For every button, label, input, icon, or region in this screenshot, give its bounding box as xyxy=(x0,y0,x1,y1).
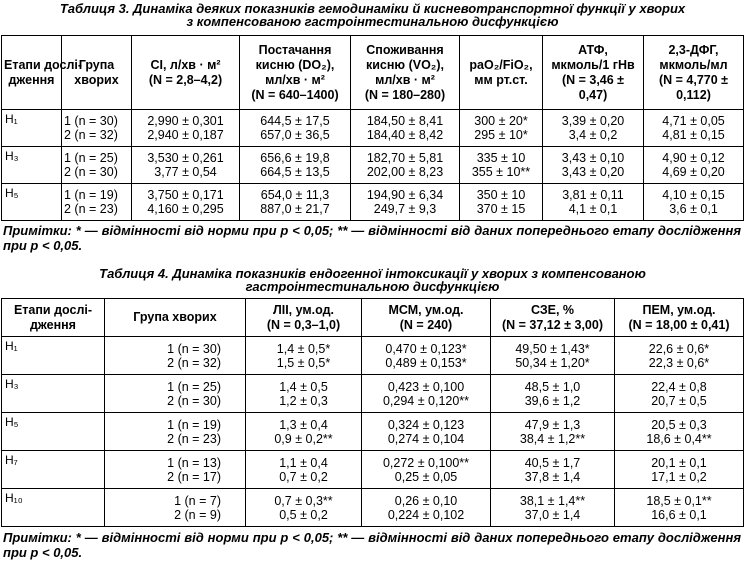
table-row xyxy=(2,375,744,413)
table3-caption-line1: Таблиця 3. Динаміка деяких показників гемодинаміки й кисневотранспортної функції у хворих xyxy=(59,1,686,16)
cell-line: 1 (n = 13) xyxy=(167,455,221,470)
cell-line: 40,5 ± 1,7 xyxy=(524,455,581,470)
table3-header-5 xyxy=(460,36,543,110)
cell-line: 17,1 ± 0,2 xyxy=(651,469,707,484)
header-line: (N = 0,3–1,0) xyxy=(266,317,341,332)
cell-line: 2 (n = 23) xyxy=(64,202,118,216)
table4-header-0 xyxy=(2,299,105,337)
cell-line: 0,423 ± 0,100 xyxy=(387,379,465,394)
group-cell xyxy=(105,413,246,451)
cell-line: 0,9 ± 0,2** xyxy=(274,431,333,446)
cell-line: 0,489 ± 0,153* xyxy=(385,355,467,370)
cell-line: 0,224 ± 0,102 xyxy=(387,507,465,522)
cell-line: 4,160 ± 0,295 xyxy=(147,202,224,216)
header-line: Етапи дослі- xyxy=(13,302,93,317)
header-line: Група xyxy=(78,57,115,72)
cell-line: 18,6 ± 0,4** xyxy=(646,431,712,446)
cell-line: 3,43 ± 0,20 xyxy=(561,165,625,179)
cell-line: 1,2 ± 0,3 xyxy=(279,393,328,408)
cell-line: 1,4 ± 0,5* xyxy=(276,341,331,356)
value-cell xyxy=(460,110,543,147)
stage-label: Н₁ xyxy=(2,337,105,375)
cell-line: 2,940 ± 0,187 xyxy=(147,128,224,142)
cell-line: 1,4 ± 0,5 xyxy=(279,379,328,394)
value-cell xyxy=(362,489,491,527)
stage-label: Н₁₀ xyxy=(2,489,105,527)
header-line: (N = 240) xyxy=(399,317,453,332)
header-line: (N = 2,8–4,2) xyxy=(148,72,223,87)
group-cell xyxy=(62,147,132,184)
cell-line: 1 (n = 30) xyxy=(64,114,118,128)
value-cell xyxy=(460,184,543,221)
value-cell xyxy=(644,110,744,147)
table4-note: Примітки: * — відмінності від норми при р < 0,05; ** — відмінності від даних попереднього етапу дослідження при р < 0,05. xyxy=(3,530,741,560)
value-cell xyxy=(543,110,644,147)
cell-line: 3,6 ± 0,1 xyxy=(669,202,718,216)
cell-line: 3,530 ± 0,261 xyxy=(147,151,224,165)
table-row xyxy=(2,413,744,451)
cell-line: 2 (n = 9) xyxy=(174,507,221,522)
header-line: кисню (VO₂), xyxy=(365,57,444,72)
table4-header-4 xyxy=(491,299,615,337)
cell-line: 194,90 ± 6,34 xyxy=(366,188,444,202)
value-cell xyxy=(362,451,491,489)
cell-line: 0,5 ± 0,2 xyxy=(279,507,328,522)
header-line: (N = 18,00 ± 0,41) xyxy=(628,317,730,332)
header-line: мл/хв · м² xyxy=(375,72,435,87)
cell-line: 39,6 ± 1,2 xyxy=(524,393,581,408)
value-cell xyxy=(246,489,362,527)
table4-header-5 xyxy=(615,299,744,337)
table4-caption xyxy=(0,267,745,293)
header-line: Постачання xyxy=(258,42,332,57)
value-cell xyxy=(362,413,491,451)
header-line: дження xyxy=(30,317,76,332)
value-cell xyxy=(246,413,362,451)
table4-header-2 xyxy=(246,299,362,337)
table-row xyxy=(2,147,744,184)
cell-line: 2 (n = 32) xyxy=(167,355,221,370)
cell-line: 0,26 ± 0,10 xyxy=(394,493,458,508)
cell-line: 300 ± 20* xyxy=(474,114,528,128)
cell-line: 4,1 ± 0,1 xyxy=(568,202,618,216)
cell-line: 2 (n = 32) xyxy=(64,128,118,142)
value-cell xyxy=(615,413,744,451)
cell-line: 1 (n = 19) xyxy=(64,188,118,202)
header-line: CI, л/хв · м² xyxy=(150,57,221,72)
cell-line: 18,5 ± 0,1** xyxy=(646,493,712,508)
cell-line: 20,1 ± 0,1 xyxy=(651,455,707,470)
header-line: МСМ, ум.од. xyxy=(388,302,464,317)
value-cell xyxy=(132,110,240,147)
group-cell xyxy=(105,451,246,489)
cell-line: 3,43 ± 0,10 xyxy=(561,151,625,165)
stage-label: Н₅ xyxy=(2,413,105,451)
table3-header-3 xyxy=(240,36,351,110)
table4-caption-line1: Таблиця 4. Динаміка показників ендогенної інтоксикації у хворих з компенсованою xyxy=(99,266,646,281)
stage-label: Н₇ xyxy=(2,451,105,489)
cell-line: 3,39 ± 0,20 xyxy=(561,114,625,128)
header-line: ПЕМ, ум.од. xyxy=(642,302,716,317)
header-line: Споживання xyxy=(366,42,444,57)
cell-line: 0,25 ± 0,05 xyxy=(394,469,458,484)
cell-line: 656,6 ± 19,8 xyxy=(260,151,330,165)
value-cell xyxy=(132,184,240,221)
cell-line: 20,5 ± 0,3 xyxy=(651,417,707,432)
table4 xyxy=(1,298,744,527)
cell-line: 3,4 ± 0,2 xyxy=(568,128,618,142)
header-line: мкмоль/мл xyxy=(659,57,728,72)
cell-line: 38,4 ± 1,2** xyxy=(519,431,586,446)
table4-header-3 xyxy=(362,299,491,337)
cell-line: 355 ± 10** xyxy=(471,165,531,179)
cell-line: 50,34 ± 1,20* xyxy=(515,355,590,370)
cell-line: 4,90 ± 0,12 xyxy=(662,151,725,165)
cell-line: 664,5 ± 13,5 xyxy=(260,165,330,179)
cell-line: 1 (n = 7) xyxy=(174,493,221,508)
table3-header-4 xyxy=(351,36,460,110)
header-line: мкмоль/1 гНв xyxy=(551,57,635,72)
cell-line: 22,3 ± 0,6* xyxy=(648,355,710,370)
header-line: (N = 640–1400) xyxy=(251,87,339,102)
cell-line: 49,50 ± 1,43* xyxy=(515,341,590,356)
cell-line: 3,750 ± 0,171 xyxy=(147,188,224,202)
table3-note: Примітки: * — відмінності від норми при р < 0,05; ** — відмінності від даних попереднього етапу дослідження при р < 0,05. xyxy=(3,223,741,253)
cell-line: 1,3 ± 0,4 xyxy=(279,417,328,432)
table-row xyxy=(2,337,744,375)
table3-header-1 xyxy=(62,36,132,110)
table-row xyxy=(2,184,744,221)
value-cell xyxy=(351,110,460,147)
cell-line: 1 (n = 19) xyxy=(167,417,221,432)
table3-caption xyxy=(0,2,745,28)
cell-line: 0,324 ± 0,123 xyxy=(387,417,465,432)
value-cell xyxy=(240,184,351,221)
cell-line: 350 ± 10 xyxy=(476,188,526,202)
value-cell xyxy=(644,147,744,184)
value-cell xyxy=(491,375,615,413)
cell-line: 47,9 ± 1,3 xyxy=(524,417,581,432)
cell-line: 0,274 ± 0,104 xyxy=(387,431,465,446)
cell-line: 37,0 ± 1,4 xyxy=(524,507,581,522)
value-cell xyxy=(240,147,351,184)
value-cell xyxy=(543,147,644,184)
cell-line: 1 (n = 30) xyxy=(167,341,221,356)
cell-line: 0,294 ± 0,120** xyxy=(382,393,470,408)
header-line: 0,112) xyxy=(676,87,711,102)
value-cell xyxy=(246,337,362,375)
value-cell xyxy=(543,184,644,221)
table3-header-6 xyxy=(543,36,644,110)
header-line: paO₂/FiO₂, xyxy=(469,57,533,72)
header-line: дження xyxy=(8,72,55,87)
table-row xyxy=(2,110,744,147)
header-line: мм рт.ст. xyxy=(474,72,528,87)
table4-caption-line2: гастроінтестинальною дисфункцією xyxy=(245,279,500,294)
cell-line: 3,77 ± 0,54 xyxy=(154,165,217,179)
value-cell xyxy=(615,451,744,489)
cell-line: 1 (n = 25) xyxy=(64,151,118,165)
cell-line: 3,81 ± 0,11 xyxy=(562,188,624,202)
cell-line: 370 ± 15 xyxy=(476,202,526,216)
value-cell xyxy=(615,375,744,413)
value-cell xyxy=(351,147,460,184)
cell-line: 657,0 ± 36,5 xyxy=(260,128,330,142)
cell-line: 22,6 ± 0,6* xyxy=(648,341,710,356)
group-cell xyxy=(62,110,132,147)
group-cell xyxy=(105,375,246,413)
header-line: (N = 37,12 ± 3,00) xyxy=(501,317,603,332)
cell-line: 2 (n = 30) xyxy=(64,165,118,179)
cell-line: 1,1 ± 0,4 xyxy=(279,455,328,470)
table-row xyxy=(2,451,744,489)
cell-line: 1,5 ± 0,5* xyxy=(276,355,331,370)
cell-line: 202,00 ± 8,23 xyxy=(366,165,444,179)
cell-line: 48,5 ± 1,0 xyxy=(524,379,581,394)
cell-line: 20,7 ± 0,5 xyxy=(651,393,707,408)
cell-line: 184,50 ± 8,41 xyxy=(366,114,444,128)
header-line: хворих xyxy=(74,72,119,87)
header-line: СЗЕ, % xyxy=(530,302,575,317)
cell-line: 38,1 ± 1,4** xyxy=(519,493,586,508)
cell-line: 4,81 ± 0,15 xyxy=(662,128,725,142)
cell-line: 249,7 ± 9,3 xyxy=(373,202,437,216)
value-cell xyxy=(615,337,744,375)
table-row xyxy=(2,489,744,527)
cell-line: 37,8 ± 1,4 xyxy=(524,469,581,484)
value-cell xyxy=(491,451,615,489)
cell-line: 16,6 ± 0,1 xyxy=(651,507,707,522)
value-cell xyxy=(240,110,351,147)
cell-line: 22,4 ± 0,8 xyxy=(651,379,707,394)
header-line: (N = 4,770 ± xyxy=(658,72,729,87)
stage-label: Н₃ xyxy=(2,375,105,413)
value-cell xyxy=(644,184,744,221)
header-line: мл/хв · м² xyxy=(265,72,325,87)
value-cell xyxy=(351,184,460,221)
cell-line: 1 (n = 25) xyxy=(167,379,221,394)
cell-line: 182,70 ± 5,81 xyxy=(366,151,444,165)
value-cell xyxy=(362,337,491,375)
group-cell xyxy=(105,489,246,527)
header-line: (N = 180–280) xyxy=(364,87,446,102)
value-cell xyxy=(615,489,744,527)
cell-line: 0,7 ± 0,3** xyxy=(274,493,333,508)
value-cell xyxy=(491,413,615,451)
cell-line: 335 ± 10 xyxy=(476,151,526,165)
table3-header-0 xyxy=(2,36,83,110)
cell-line: 0,7 ± 0,2 xyxy=(279,469,328,484)
header-line: кисню (DO₂), xyxy=(255,57,335,72)
cell-line: 2 (n = 23) xyxy=(167,431,221,446)
value-cell xyxy=(491,337,615,375)
cell-line: 4,69 ± 0,20 xyxy=(662,165,725,179)
value-cell xyxy=(246,451,362,489)
cell-line: 295 ± 10* xyxy=(474,128,528,142)
value-cell xyxy=(460,147,543,184)
value-cell xyxy=(491,489,615,527)
table3 xyxy=(1,35,744,221)
cell-line: 4,71 ± 0,05 xyxy=(662,114,725,128)
cell-line: 644,5 ± 17,5 xyxy=(260,114,330,128)
value-cell xyxy=(362,375,491,413)
cell-line: 0,470 ± 0,123* xyxy=(385,341,467,356)
table4-header-1 xyxy=(105,299,246,337)
cell-line: 2,990 ± 0,301 xyxy=(147,114,224,128)
cell-line: 0,272 ± 0,100** xyxy=(382,455,470,470)
cell-line: 654,0 ± 11,3 xyxy=(260,188,330,202)
group-cell xyxy=(62,184,132,221)
cell-line: 2 (n = 17) xyxy=(167,469,221,484)
header-line: Група хворих xyxy=(133,310,217,324)
value-cell xyxy=(246,375,362,413)
cell-line: 2 (n = 30) xyxy=(167,393,221,408)
header-line: (N = 3,46 ± xyxy=(561,72,625,87)
table3-header-2 xyxy=(132,36,240,110)
header-line: 0,47) xyxy=(578,87,608,102)
cell-line: 184,40 ± 8,42 xyxy=(366,128,444,142)
header-line: Етапи дослі- xyxy=(4,57,83,72)
stage-label: Н₃ xyxy=(2,147,62,184)
stage-label: Н₅ xyxy=(2,184,62,221)
cell-line: 4,10 ± 0,15 xyxy=(662,188,725,202)
stage-label: Н₁ xyxy=(2,110,62,147)
header-line: АТФ, xyxy=(578,42,608,57)
table3-header-7 xyxy=(644,36,744,110)
header-line: 2,3-ДФГ, xyxy=(668,42,719,57)
table3-caption-line2: з компенсованою гастроінтестинальною дисфункцією xyxy=(186,14,559,29)
value-cell xyxy=(132,147,240,184)
header-line: ЛІІ, ум.од. xyxy=(272,302,335,317)
cell-line: 887,0 ± 21,7 xyxy=(260,202,330,216)
group-cell xyxy=(105,337,246,375)
